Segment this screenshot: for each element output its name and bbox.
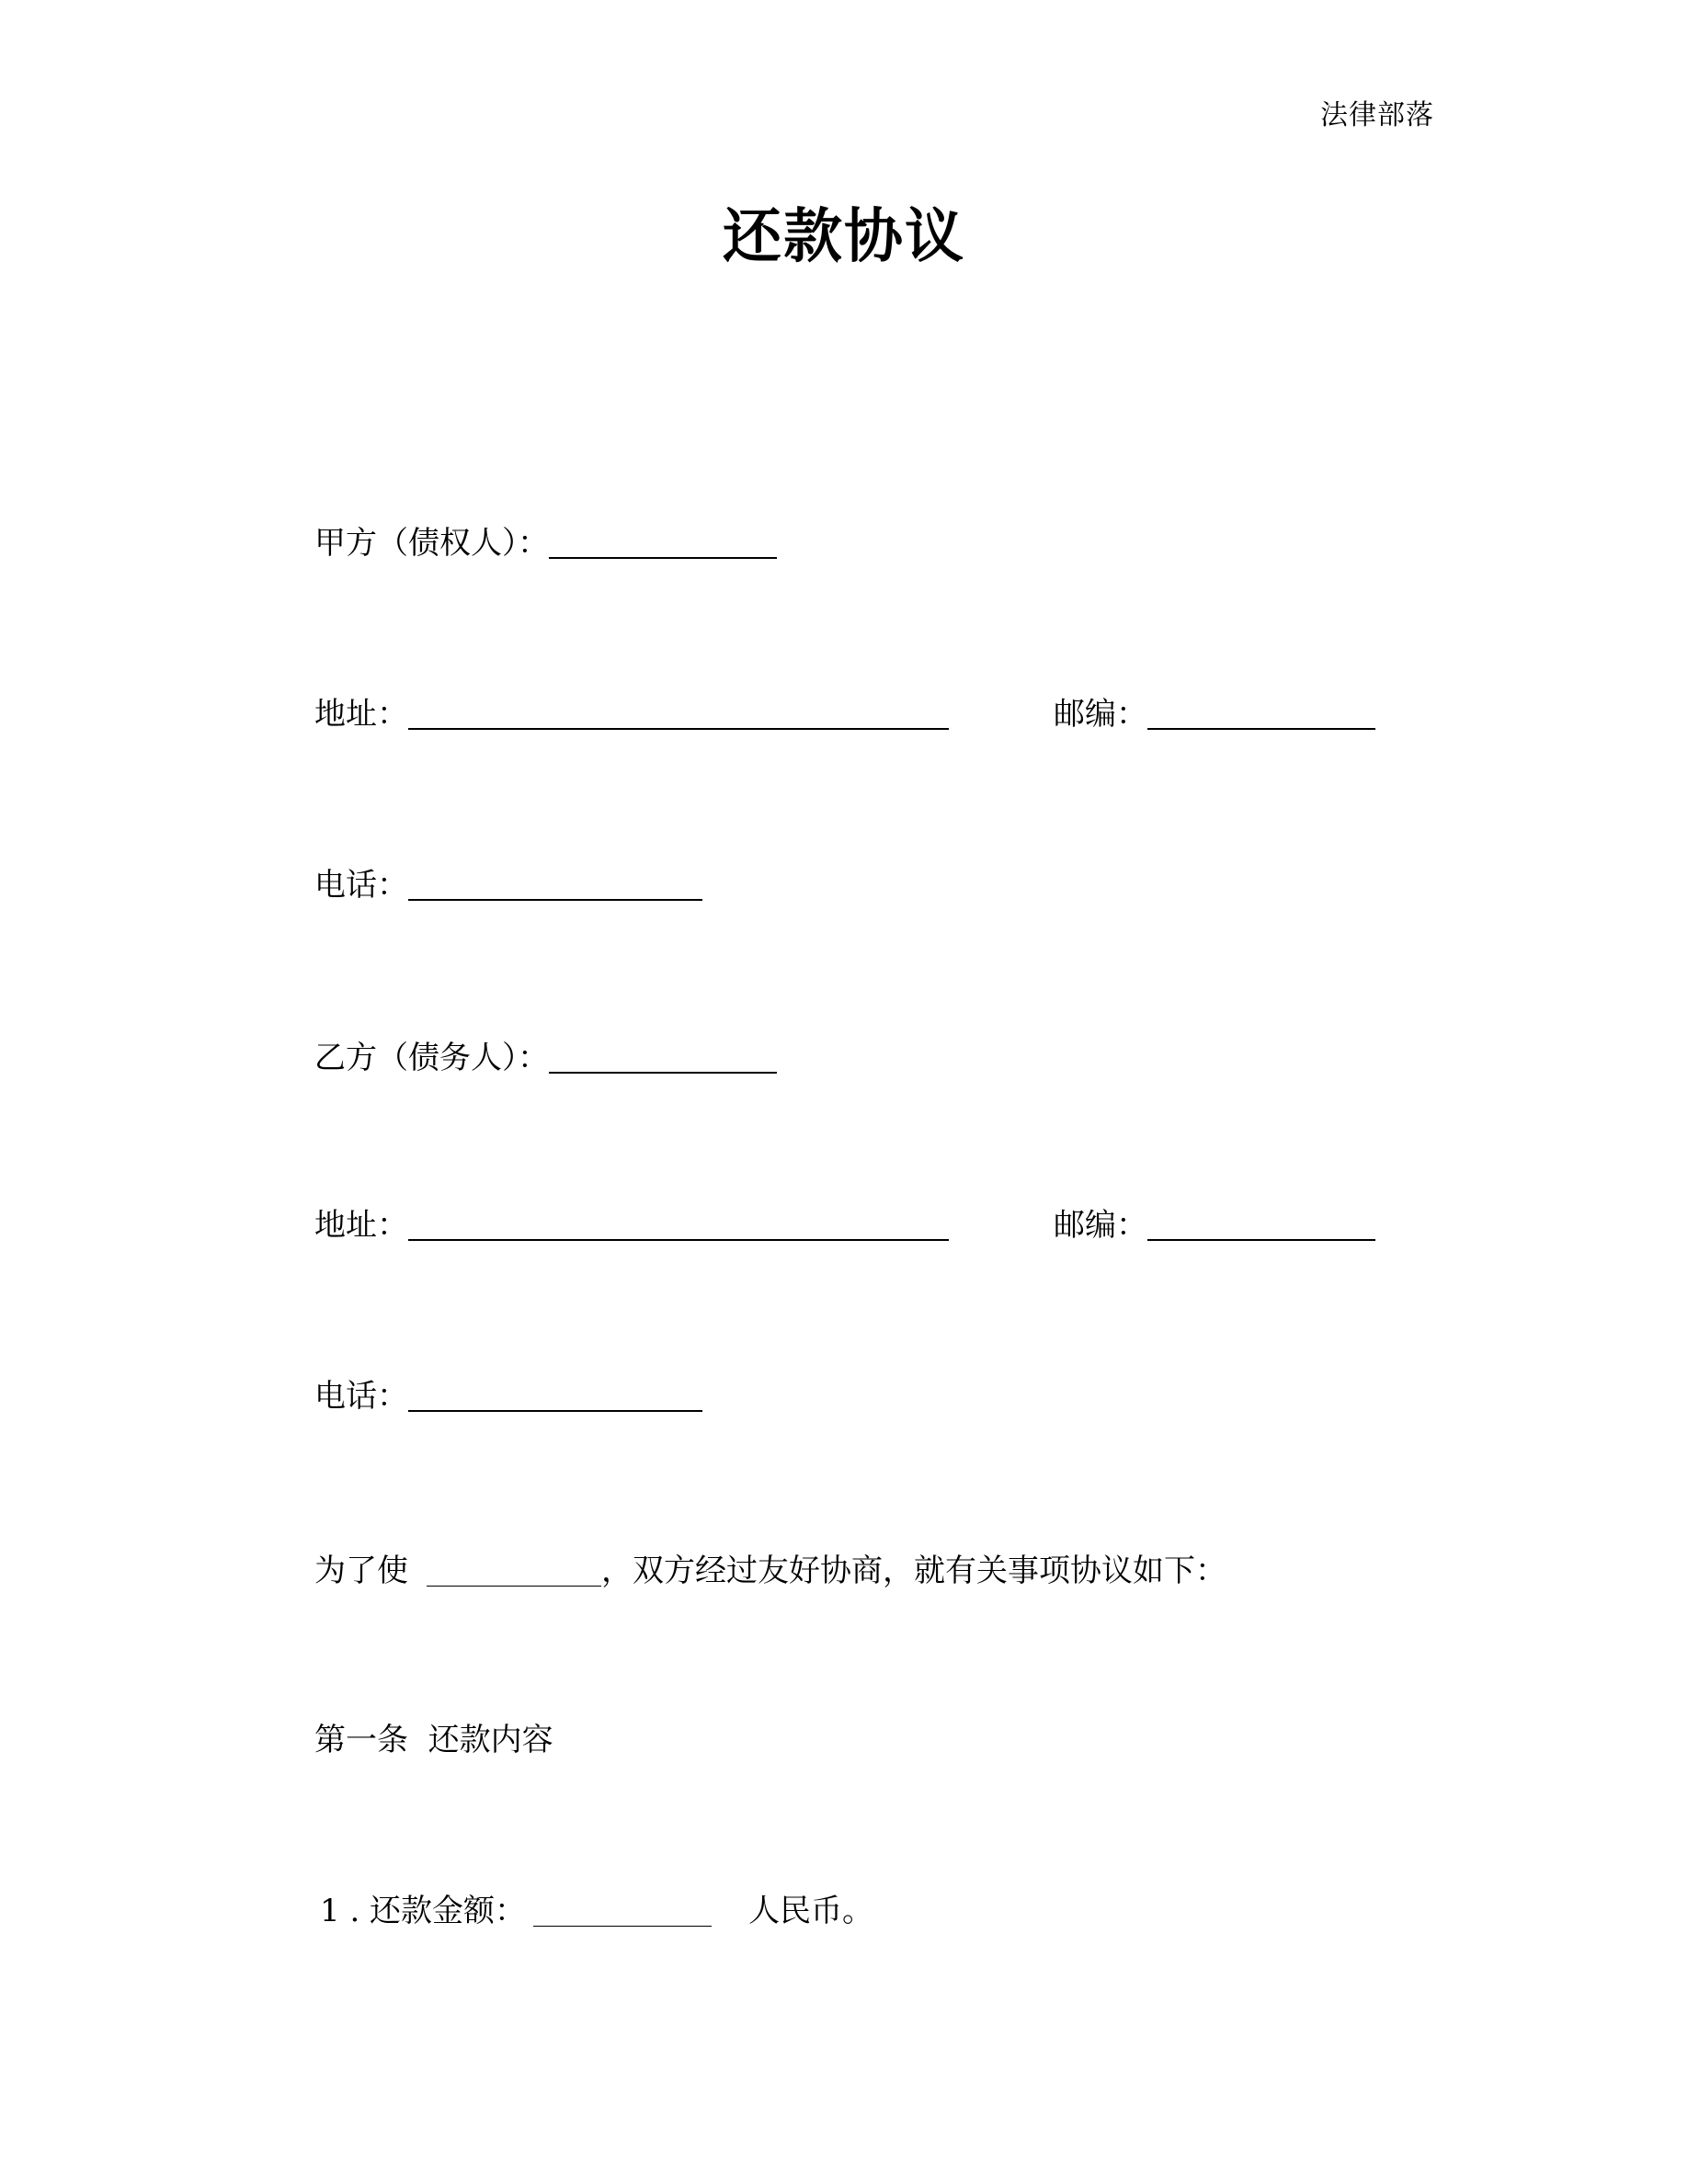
party-b-postcode-row	[1054, 1202, 1375, 1248]
header-brand: 法律部落	[1320, 99, 1434, 131]
party-a-name-field[interactable]	[549, 524, 777, 559]
preamble-suffix: ，双方经过友好协商，就有关事项协议如下：	[601, 1553, 1226, 1589]
preamble-row	[314, 1548, 1226, 1594]
article-1-heading-text: 第一条 还款内容	[314, 1722, 553, 1758]
party-a-address-field[interactable]	[408, 695, 949, 730]
party-b-phone-label: 电话：	[314, 1378, 408, 1415]
article-1-heading	[314, 1717, 553, 1763]
party-b-address-row	[314, 1202, 949, 1248]
party-a-phone-row	[314, 862, 702, 908]
party-a-phone-label: 电话：	[314, 867, 408, 904]
repayment-currency-text: 人民币。	[748, 1893, 874, 1929]
party-b-address-label: 地址：	[314, 1207, 408, 1244]
party-b-address-field[interactable]	[408, 1206, 949, 1241]
preamble-prefix: 为了使	[314, 1553, 408, 1589]
party-b-name-field[interactable]	[549, 1039, 777, 1074]
party-b-postcode-field[interactable]	[1147, 1206, 1375, 1241]
preamble-purpose-field[interactable]	[427, 1553, 601, 1587]
party-a-postcode-field[interactable]	[1147, 695, 1375, 730]
party-a-postcode-row	[1054, 691, 1375, 737]
document-title: 还款协议	[723, 203, 965, 271]
party-a-label: 甲方（债权人）：	[314, 525, 549, 562]
repayment-amount-field[interactable]	[533, 1893, 712, 1927]
party-b-row	[314, 1035, 777, 1081]
repayment-amount-label: 1 . 还款金额：	[320, 1893, 527, 1929]
party-b-phone-field[interactable]	[408, 1377, 702, 1412]
party-a-address-label: 地址：	[314, 696, 408, 733]
article-1-item-1	[320, 1888, 873, 1934]
party-a-phone-field[interactable]	[408, 866, 702, 901]
party-a-row	[314, 520, 777, 566]
party-b-postcode-label: 邮编：	[1054, 1207, 1147, 1244]
party-a-address-row	[314, 691, 949, 737]
party-b-label: 乙方（债务人）：	[314, 1040, 549, 1076]
party-b-phone-row	[314, 1373, 702, 1419]
party-a-postcode-label: 邮编：	[1054, 696, 1147, 733]
